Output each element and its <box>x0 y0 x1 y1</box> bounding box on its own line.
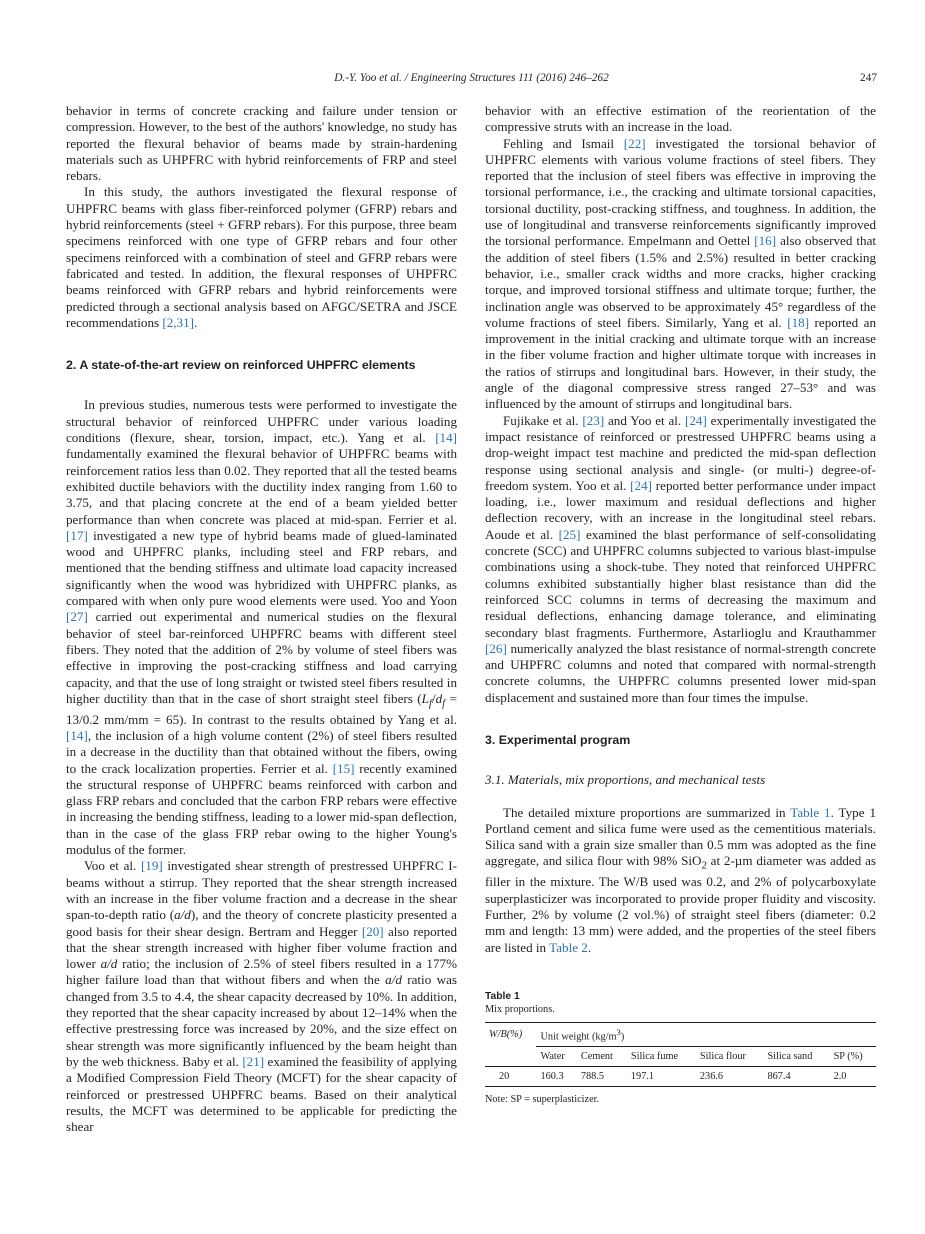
table-cell: 20 <box>485 1067 536 1087</box>
citation-link[interactable]: [20] <box>361 923 384 939</box>
mix-proportions-table <box>485 990 876 1106</box>
paragraph: In this study, the authors investigated the flexural response of UHPFRC beams with glass fiber-reinforced polymer (GFRP) rebars and hybrid reinforcements (steel + GFRP rebars). For this purpose, three beam specimens reinforced with one type of GFRP rebars and four other specimens reinforced with a combination of steel and GFRP rebars were fabricated and tested. In addition, the flexural responses of UHPFRC beams reinforced with GFRP rebars and hybrid reinforcements were predicted through a sectional analysis based on AFGC/SETRA and JSCE recommendations [2,31]. <box>66 184 457 330</box>
citation-link[interactable]: [16] <box>754 233 777 249</box>
journal-citation: D.-Y. Yoo et al. / Engineering Structures 111 (2016) 246–262 <box>334 72 609 84</box>
citation-link[interactable]: [17] <box>66 527 88 543</box>
paragraph: Fehling and Ismail [22] investigated the torsional behavior of UHPFRC elements with various volume fractions of steel fibers. They reported that the inclusion of steel fibers was effective in improving the torsional performance, i.e., the cracking and ultimate torsional capacities, torsional ductility, post-cracking stiffness, and toughness. In addition, the use of longitudinal and transverse reinforcements significantly improved the torsional performance. Empelmann and Oettel [16] also observed that the addition of steel fibers (1.5% and 2.5%) resulted in better cracking behavior, i.e., smaller crack widths and more cracks, higher cracking torque, and improved torsional stiffness and ultimate torque; further, the inclination angle was observed to be approximately 45° regardless of the volume fractions of steel fibers. Similarly, Yang et al. [18] reported an improvement in the initial cracking and ultimate torque with an increase in the fiber volume fraction and higher ultimate torque with increases in the ratios of stirrups and longitudinal bars. However, in their study, the angle of the diagonal compressive stress ranged 27–53° and was influenced by the amount of stirrups and longitudinal bars. <box>485 135 877 412</box>
table-row <box>485 1067 876 1087</box>
citation-link[interactable]: [15] <box>332 760 355 776</box>
column-header: SP (%) <box>833 1051 863 1063</box>
subsection-heading: 3.1. Materials, mix proportions, and mechanical tests <box>485 772 766 788</box>
table-cell: 2.0 <box>830 1067 876 1087</box>
citation-link[interactable]: [18] <box>787 314 810 330</box>
citation-link[interactable]: [25] <box>558 526 581 542</box>
header-wb: W/B(%) <box>485 1022 536 1046</box>
table-cell: 867.4 <box>763 1067 829 1087</box>
citation-link[interactable]: [27] <box>66 609 88 625</box>
page-number: 247 <box>860 72 877 84</box>
section-heading: 2. A state-of-the-art review on reinforced UHPFRC elements <box>66 358 416 373</box>
column-header: Water <box>540 1051 565 1063</box>
paragraph: The detailed mixture proportions are summarized in Table 1. Type 1 Portland cement and silica fume were used as the cementitious materials. Silica sand with a grain size smaller than 0.5 mm was adopted as the fine aggregate, and silica flour with 98% SiO$_2$ at 2-µm diameter was added as filler in the mixture. The W/B used was 0.2, and 2% of polycarboxylate superplasticizer was incorporated to provide proper fluidity and viscosity. Further, 2% by volume (2 vol.%) of straight steel fibers (diameter: 0.2 mm and length: 13 mm) were added, and the properties of the steel fibers are listed in Table 2. <box>485 804 876 955</box>
table-note: Note: SP = superplasticizer. <box>485 1094 600 1106</box>
column-header: Silica fume <box>630 1051 679 1063</box>
data-table <box>485 1022 876 1087</box>
table-cell: 788.5 <box>577 1067 627 1087</box>
citation-link[interactable]: [14] <box>66 728 88 743</box>
header-unit-weight: Unit weight $(kg/m^3)$ <box>536 1022 876 1046</box>
table-link[interactable]: Table 2 <box>549 939 588 955</box>
citation-link[interactable]: [14] <box>435 430 458 446</box>
right-column <box>485 103 876 1106</box>
paragraph: Voo et al. [19] investigated shear strength of prestressed UHPFRC I-beams without a stirrup. They reported that the shear strength increased with an increase in the fiber volume fraction and a decrease in the shear span-to-depth ratio (a/d), and the theory of concrete plasticity presented a good basis for their shear design. Bertram and Hegger [20] also reported that the shear strength increased with higher fiber volume fraction and lower a/d ratio; the inclusion of 2.5% of steel fibers resulted in a 177% higher failure load than that without fibers and when the a/d ratio was changed from 3.5 to 4.4, the shear capacity decreased by 10%. In addition, they reported that the shear capacity increased by about 12–14% when the effective prestressing force was increased by 20%, and the size effect on shear strength was more significantly influenced by the beam height than by the web thickness. Baby et al. [21] examined the feasibility of applying a Modified Compression Field Theory (MCFT) for the shear capacity of reinforced or prestressed UHPFRC beams. Based on their analytical results, the MCFT was determined to be applicable for predicting the shear <box>66 858 457 1135</box>
table-cell: 160.3 <box>536 1067 576 1087</box>
citation-link[interactable]: [24] <box>685 412 707 428</box>
paragraph: behavior in terms of concrete cracking and failure under tension or compression. However, to the best of the authors' knowledge, no study has reported the flexural behavior of beams made by strain-hardening materials such as UHPFRC with hybrid reinforcements of FRP and steel rebars. <box>66 103 457 184</box>
section-heading: 3. Experimental program <box>485 732 631 747</box>
citation-link[interactable]: [2,31] <box>162 314 195 330</box>
column-header: Silica flour <box>699 1051 746 1063</box>
citation-link[interactable]: [26] <box>485 640 507 656</box>
citation-link[interactable]: [21] <box>242 1053 265 1069</box>
paragraph: Fujikake et al. [23] and Yoo et al. [24] experimentally investigated the impact resistance of reinforced or prestressed UHPFRC beams using a drop-weight impact test machine and predicted the mid-span deflection response using sectional analysis and single- (or multi-) degree-of-freedom system. Yoo et al. [24] reported better performance under impact loading, i.e., lower maximum and residual deflections and higher deflection recovery, with an increase in the longitudinal steel rebars. Aoude et al. [25] examined the blast performance of self-consolidating concrete (SCC) and UHPFRC columns subjected to various blast-impulse combinations using a shock-tube. They noted that reinforced UHPFRC columns exhibited substantially higher blast resistance than did the reinforced SCC columns in terms of decreasing the maximum and residual deflections, enhancing damage tolerance, and eliminating secondary blast fragments. Furthermore, Astarlioglu and Krauthammer [26] numerically analyzed the blast resistance of normal-strength concrete and UHPFRC columns and noted that compared with normal-strength concrete columns, the UHPFRC columns presented lower mid-span displacement and sustained more than four times the impulse. <box>485 412 876 705</box>
citation-link[interactable]: [22] <box>623 135 646 151</box>
table-cell: 236.6 <box>696 1067 764 1087</box>
table-caption: Mix proportions. <box>485 1003 555 1015</box>
citation-link[interactable]: [23] <box>582 412 605 428</box>
citation-link[interactable]: [19] <box>140 858 163 874</box>
paragraph: behavior with an effective estimation of the reorientation of the compressive struts with an increase in the load. <box>485 103 876 135</box>
column-header: Cement <box>580 1051 613 1063</box>
paragraph: In previous studies, numerous tests were performed to investigate the structural behavior of reinforced UHPFRC under various loading conditions (flexure, shear, torsion, impact, etc.). Yang et al. [14] fundamentally examined the flexural behavior of UHPFRC beams with reinforcement ratios less than 0.02. They reported that all the tested beams exhibited ductile behaviors with the ductility index ranging from 1.60 to 3.75, and that placing concrete at the end of a beam yielded better performance than when concrete was placed at mid-span. Ferrier et al. [17] investigated a new type of hybrid beams made of glued-laminated wood and UHPFRC planks, including steel and FRP rebars, and mentioned that the bending stiffness and ultimate load capacity increased significantly when the wood was hybridized with UHPFRC planks, as compared with when only pure wood elements were used. Yoo and Yoon [27] carried out experimental and numerical studies on the flexural behavior of steel bar-reinforced UHPFRC beams with different steel fibers. They noted that the addition of 2% by volume of steel fibers was effective in improving the post-cracking stiffness and load carrying capacity, and that the use of long straight or twisted steel fibers resulted in higher ductility than that in the case of short straight steel fibers ($L_f/d_f = 13/0.2$ mm/mm = 65). In contrast to the results obtained by Yang et al. [14], the inclusion of a high volume content (2%) of steel fibers resulted in a decrease in the ductility than that obtained without the fibers, owing to the crack localization properties. Ferrier et al. [15] recently examined the structural response of UHPFRC beams reinforced with carbon and glass FRP rebars and concluded that the carbon FRP rebars were effective in increasing the bending stiffness, leading to a lower mid-span deflection, than in the case of the glass FRP rebar owing to the higher Young's modulus of the former. <box>66 397 458 858</box>
left-column <box>66 103 457 1135</box>
column-header: Silica sand <box>767 1051 813 1063</box>
running-header <box>66 72 877 88</box>
table-link[interactable]: Table 1 <box>790 804 831 820</box>
table-label: Table 1 <box>485 990 520 1002</box>
citation-link[interactable]: [24] <box>630 477 652 493</box>
table-cell: 197.1 <box>627 1067 696 1087</box>
